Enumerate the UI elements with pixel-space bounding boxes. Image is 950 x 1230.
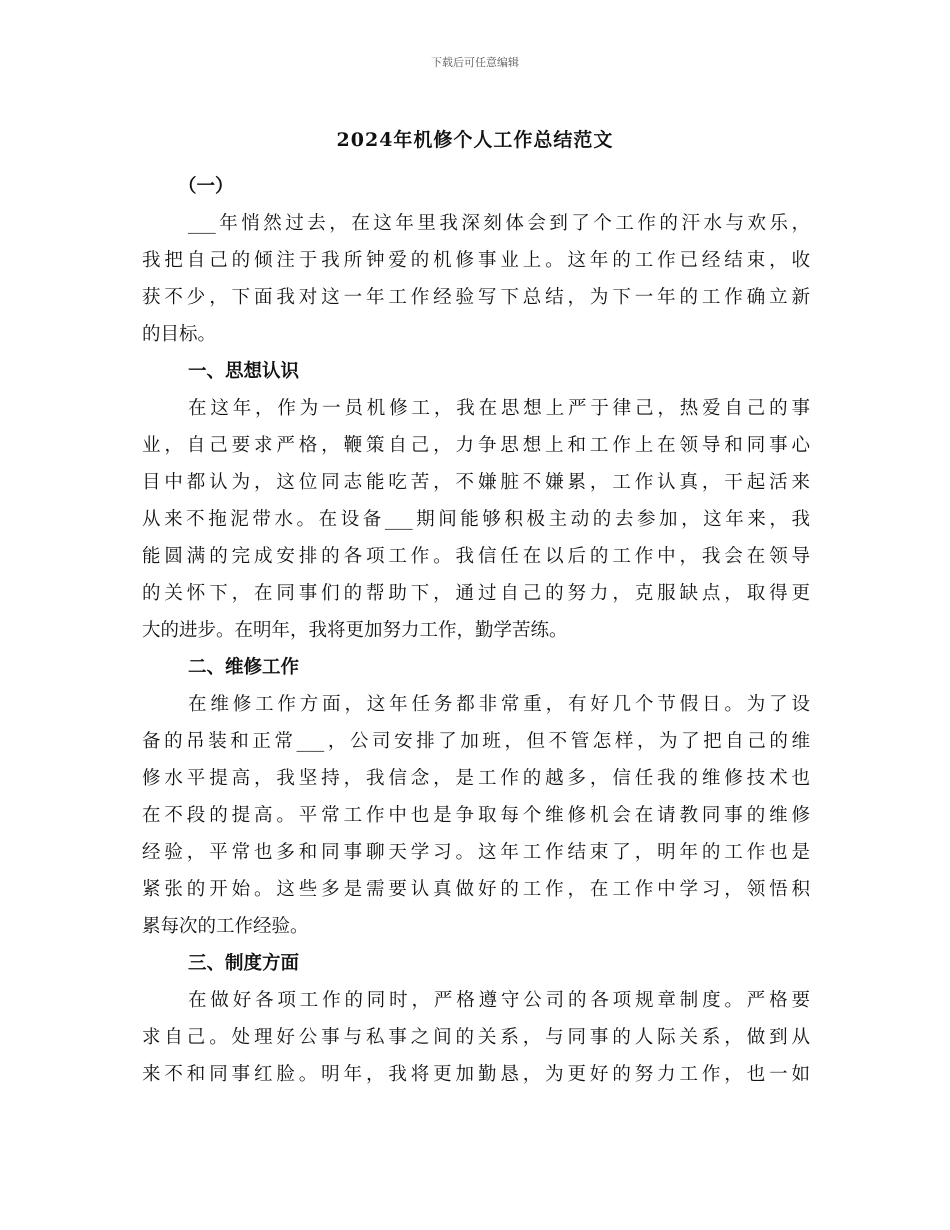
section3-line-1: 在做好各项工作的同时，严格遵守公司的各项规章制度。严格要 bbox=[188, 990, 810, 1011]
section3-line-2: 求自己。处理好公事与私事之间的关系，与同事的人际关系，做到从 bbox=[142, 1027, 810, 1048]
section2-line-2: 备的吊装和正常___，公司安排了加班，但不管怎样，为了把自己的维 bbox=[142, 731, 810, 752]
section1-line-6: 的关怀下，在同事们的帮助下，通过自己的努力，克服缺点，取得更 bbox=[142, 583, 810, 604]
section2-line-3: 修水平提高，我坚持，我信念，是工作的越多，信任我的维修技术也 bbox=[142, 768, 810, 789]
section2-line-1: 在维修工作方面，这年任务都非常重，有好几个节假日。为了设 bbox=[188, 694, 810, 715]
section2-line-7: 累每次的工作经验。 bbox=[142, 916, 309, 937]
part-label: （一） bbox=[178, 176, 234, 197]
section-heading-maintenance: 二、维修工作 bbox=[188, 657, 300, 678]
intro-line-4: 的目标。 bbox=[142, 324, 217, 345]
section1-line-3: 目中都认为，这位同志能吃苦，不嫌脏不嫌累，工作认真，干起活来 bbox=[142, 472, 810, 493]
section1-line-5: 能圆满的完成安排的各项工作。我信任在以后的工作中，我会在领导 bbox=[142, 546, 810, 567]
intro-line-1: ___年悄然过去，在这年里我深刻体会到了个工作的汗水与欢乐， bbox=[188, 213, 810, 234]
section-heading-thinking: 一、思想认识 bbox=[188, 361, 300, 382]
section2-line-6: 紧张的开始。这些多是需要认真做好的工作，在工作中学习，领悟积 bbox=[142, 879, 810, 900]
section2-line-4: 在不段的提高。平常工作中也是争取每个维修机会在请教同事的维修 bbox=[142, 805, 810, 826]
section1-line-1: 在这年，作为一员机修工，我在思想上严于律己，热爱自己的事 bbox=[188, 398, 810, 419]
intro-line-3: 获不少，下面我对这一年工作经验写下总结，为下一年的工作确立新 bbox=[142, 287, 810, 308]
document-title: 2024年机修个人工作总结范文 bbox=[336, 129, 614, 151]
intro-line-2: 我把自己的倾注于我所钟爱的机修事业上。这年的工作已经结束，收 bbox=[142, 250, 810, 271]
section2-line-5: 经验，平常也多和同事聊天学习。这年工作结束了，明年的工作也是 bbox=[142, 842, 810, 863]
section3-line-3: 来不和同事红脸。明年，我将更加勤恳，为更好的努力工作，也一如 bbox=[142, 1064, 810, 1085]
section1-line-4: 从来不拖泥带水。在设备___期间能够积极主动的去参加，这年来，我 bbox=[142, 509, 810, 530]
section1-line-7: 大的进步。在明年，我将更加努力工作，勤学苦练。 bbox=[142, 620, 568, 641]
section1-line-2: 业，自己要求严格，鞭策自己，力争思想上和工作上在领导和同事心 bbox=[142, 435, 810, 456]
page-header-note: 下载后可任意编辑 bbox=[431, 56, 519, 69]
document-body bbox=[142, 168, 810, 1093]
section-heading-rules: 三、制度方面 bbox=[188, 953, 300, 974]
